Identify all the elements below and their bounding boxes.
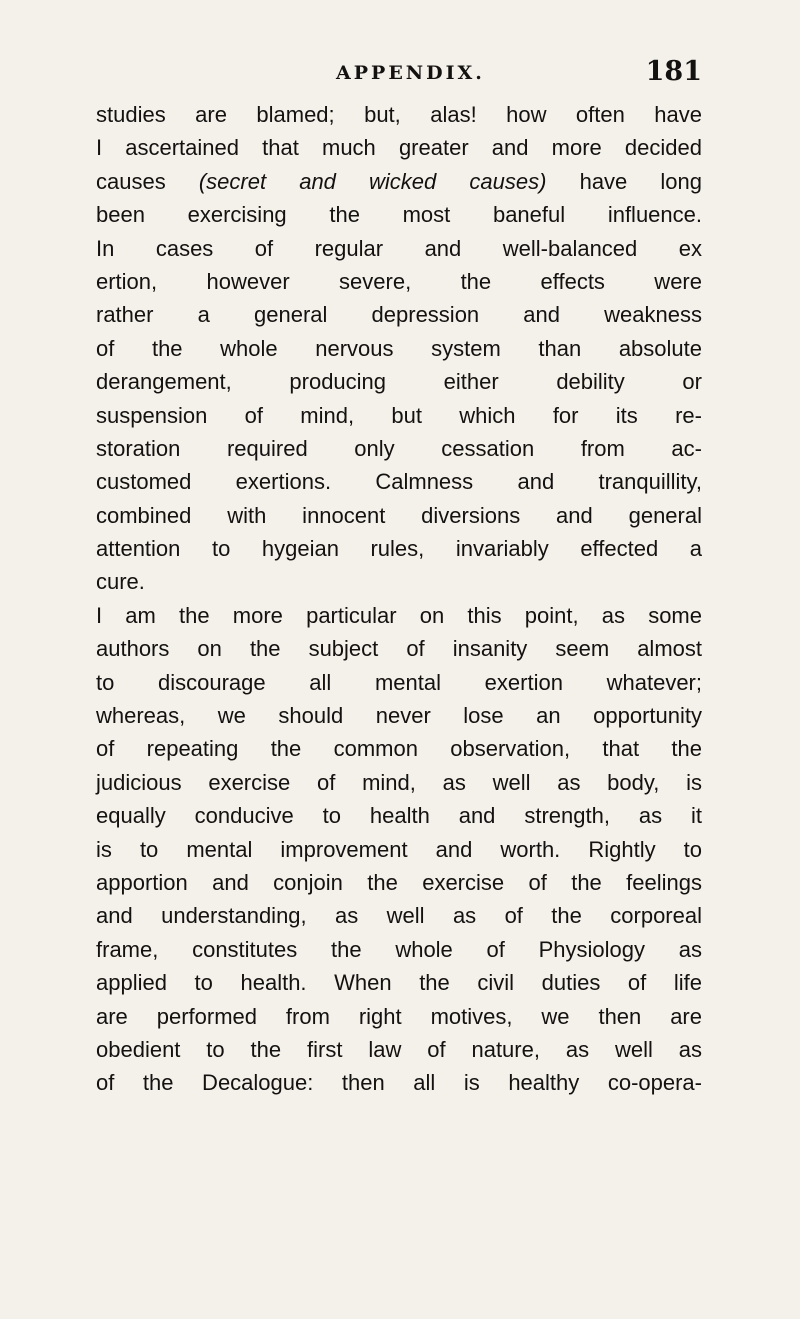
italic-phrase: (secret and wicked causes): [198, 168, 547, 194]
page-header: [96, 56, 702, 92]
text-line: suspension of mind, but which for its re-: [96, 402, 702, 428]
text-line: rather a general depression and weakness: [96, 302, 702, 328]
text-line: of the Decalogue: then all is healthy co-opera-: [96, 1070, 702, 1096]
text-line: and understanding, as well as of the corporeal: [96, 903, 702, 929]
text-line: combined with innocent diversions and general: [96, 502, 702, 528]
body-text: [96, 98, 702, 1100]
page-number: 181: [645, 56, 702, 87]
text-line: attention to hygeian rules, invariably effected a: [96, 536, 702, 562]
text-line: I ascertained that much greater and more decided: [96, 135, 702, 161]
text-line: of repeating the common observation, that the: [96, 736, 702, 762]
text-line: apportion and conjoin the exercise of the feelings: [96, 869, 702, 895]
text-line: obedient to the first law of nature, as well as: [96, 1036, 702, 1062]
text-line: studies are blamed; but, alas! how often have: [96, 102, 702, 127]
text-line: of the whole nervous system than absolute: [96, 335, 702, 361]
text-line: are performed from right motives, we then are: [96, 1003, 702, 1029]
text-line: applied to health. When the civil duties of life: [96, 970, 702, 996]
text-segment: have long: [546, 168, 703, 194]
text-segment: causes: [96, 168, 199, 194]
text-line: authors on the subject of insanity seem almost: [96, 636, 702, 662]
text-line: frame, constitutes the whole of Physiology as: [96, 936, 702, 962]
text-line: customed exertions. Calmness and tranquillity,: [96, 469, 702, 495]
text-line: whereas, we should never lose an opportunity: [96, 703, 702, 729]
text-line: derangement, producing either debility or: [96, 369, 702, 395]
text-line: cure.: [96, 569, 145, 595]
text-line: In cases of regular and well-balanced ex: [96, 235, 702, 261]
text-line: is to mental improvement and worth. Rightly to: [96, 836, 702, 862]
text-line: equally conducive to health and strength, as it: [96, 803, 702, 829]
text-line: judicious exercise of mind, as well as body, is: [96, 769, 702, 795]
text-line: been exercising the most baneful influence.: [96, 202, 702, 228]
text-line: ertion, however severe, the effects were: [96, 268, 702, 294]
text-line: storation required only cessation from ac-: [96, 435, 702, 461]
text-line: I am the more particular on this point, as some: [96, 602, 702, 628]
text-line: to discourage all mental exertion whatever;: [96, 669, 702, 695]
running-head: APPENDIX.: [336, 62, 485, 84]
text-line: [96, 165, 702, 198]
